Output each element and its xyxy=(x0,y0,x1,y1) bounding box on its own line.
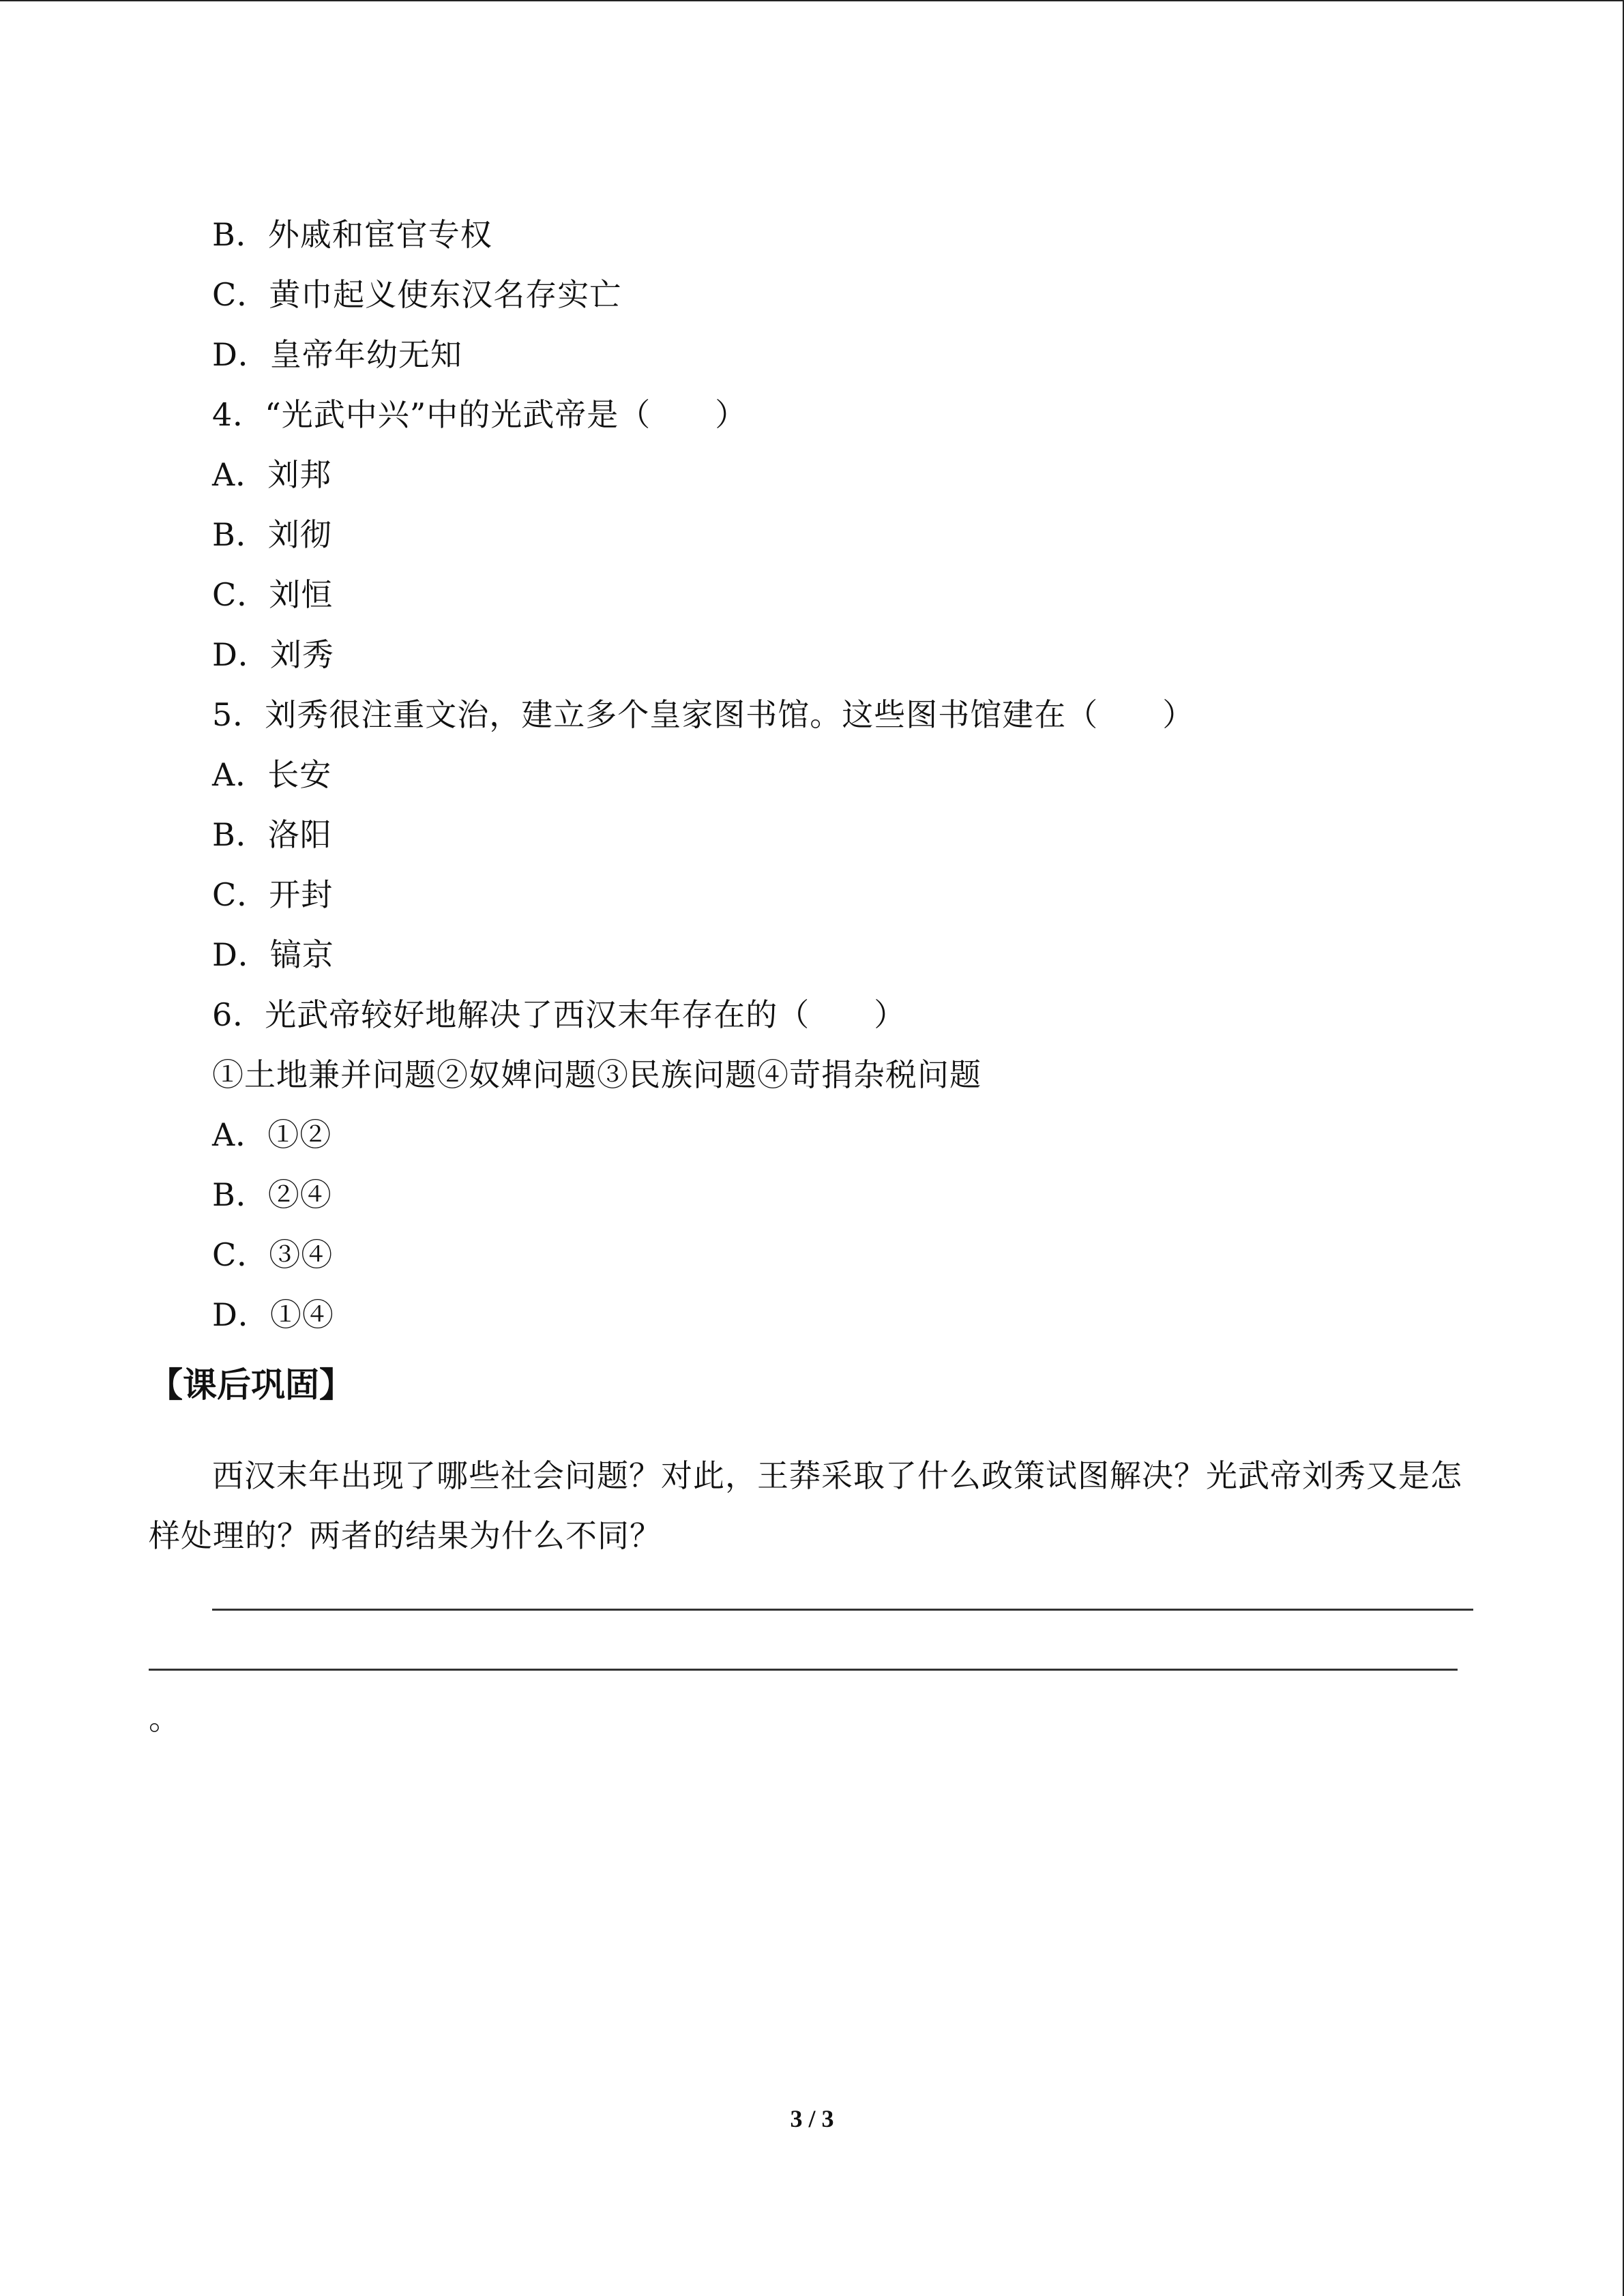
q3-option-d: D．皇帝年幼无知 xyxy=(212,336,462,373)
q4-stem: 4．“光武中兴”中的光武帝是（ ） xyxy=(212,396,748,433)
answer-end-mark: 。 xyxy=(149,1700,180,1737)
page-number: 3 / 3 xyxy=(790,2105,834,2132)
q4-option-c: C．刘恒 xyxy=(212,576,334,613)
q6-stem: 6．光武帝较好地解决了西汉末年存在的（ ） xyxy=(212,996,906,1033)
consolidation-prompt: 西汉末年出现了哪些社会问题？对此，王莽采取了什么政策试图解决？光武帝刘秀又是怎样处理的？两者的结果为什么不同？ xyxy=(149,1457,1462,1554)
section-title-consolidation: 【课后巩固】 xyxy=(149,1365,353,1405)
answer-line-1[interactable] xyxy=(212,1609,1473,1611)
q5-stem: 5．刘秀很注重文治，建立多个皇家图书馆。这些图书馆建在（ ） xyxy=(212,696,1195,733)
q3-option-b: B．外戚和宦官专权 xyxy=(212,216,492,253)
q5-option-a: A．长安 xyxy=(212,756,332,793)
q6-option-c: C．③④ xyxy=(212,1236,334,1273)
q4-option-b: B．刘彻 xyxy=(212,516,332,553)
answer-line-2[interactable] xyxy=(149,1669,1458,1671)
q5-option-c: C．开封 xyxy=(212,876,334,913)
q3-option-c: C．黄巾起义使东汉名存实亡 xyxy=(212,276,622,313)
q6-option-b: B．②④ xyxy=(212,1176,332,1213)
q6-option-a: A．①② xyxy=(212,1116,332,1153)
q6-statements: ①土地兼并问题②奴婢问题③民族问题④苛捐杂税问题 xyxy=(212,1056,981,1093)
q5-option-d: D．镐京 xyxy=(212,936,334,973)
q4-option-a: A．刘邦 xyxy=(212,456,332,493)
q5-option-b: B．洛阳 xyxy=(212,816,332,853)
q6-option-d: D．①④ xyxy=(212,1296,334,1333)
q4-option-d: D．刘秀 xyxy=(212,636,334,673)
